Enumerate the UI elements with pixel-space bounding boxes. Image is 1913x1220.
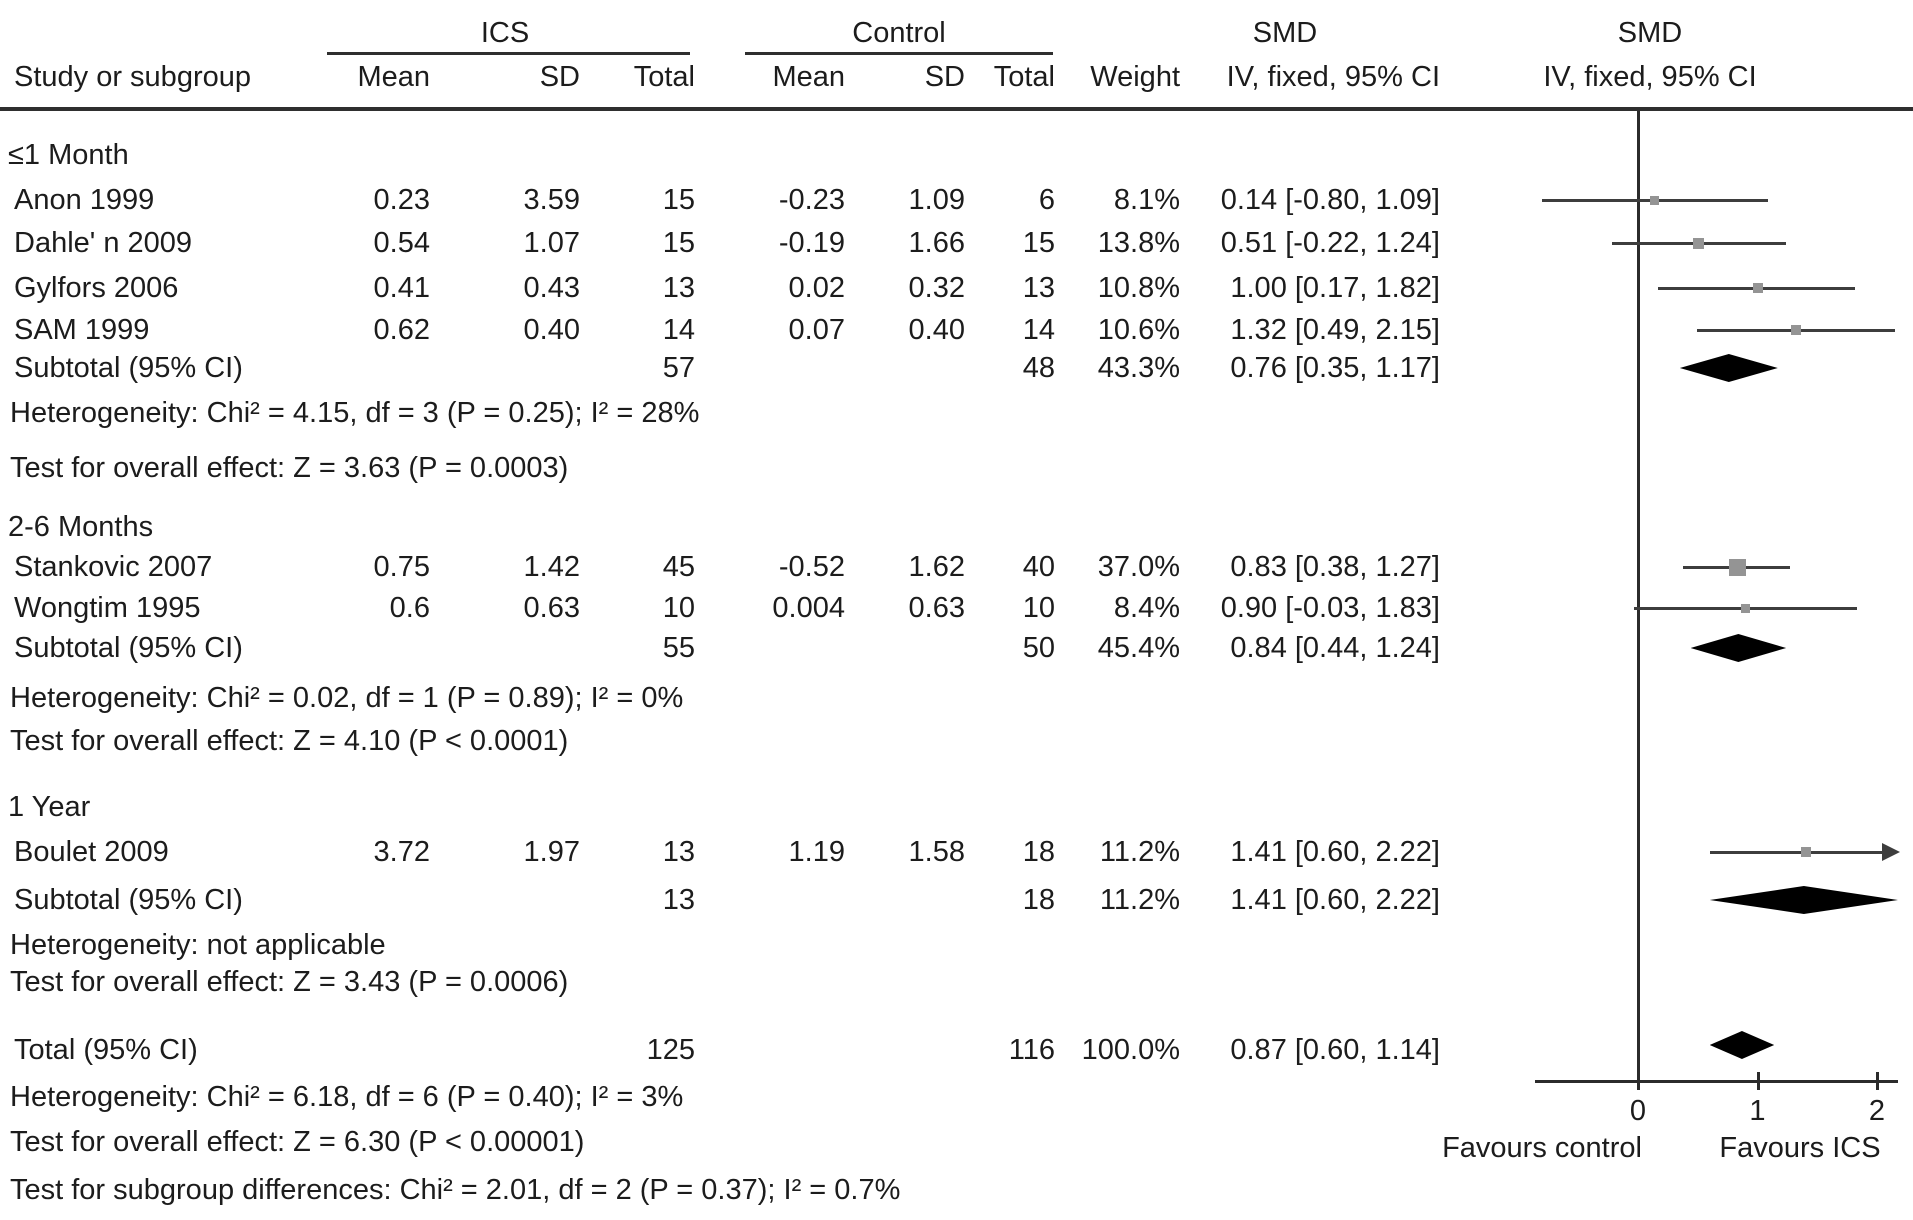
- ics-mean: 0.62: [373, 314, 430, 346]
- smd-ci-value: 0.90 [-0.03, 1.83]: [1220, 592, 1440, 624]
- subtotal-row: [0, 883, 1460, 917]
- ics-total: 13: [662, 272, 695, 304]
- table-row: [0, 835, 1460, 869]
- study-label: Stankovic 2007: [14, 551, 213, 583]
- control-sd: 1.62: [908, 551, 965, 583]
- weight-value: 10.8%: [1097, 272, 1180, 304]
- heterogeneity-text: Heterogeneity: not applicable: [10, 929, 386, 961]
- section-label: ≤1 Month: [8, 139, 129, 171]
- smd-ci-value: 1.41 [0.60, 2.22]: [1230, 836, 1440, 868]
- col-ics-mean: Mean: [357, 61, 430, 93]
- control-mean: -0.52: [778, 551, 845, 583]
- point-marker: [1729, 559, 1746, 576]
- total-label: Total (95% CI): [14, 1034, 198, 1066]
- control-mean: 0.02: [788, 272, 845, 304]
- ics-mean: 0.41: [373, 272, 430, 304]
- control-mean: 0.004: [772, 592, 845, 624]
- heterogeneity-text: Heterogeneity: Chi² = 4.15, df = 3 (P = 0.25); I² = 28%: [10, 397, 700, 429]
- group-header-control: Control: [852, 17, 946, 49]
- axis-tick: [1757, 1072, 1760, 1090]
- subtotal-row: [0, 351, 1460, 385]
- ics-underline: [327, 52, 690, 55]
- ics-total: 125: [646, 1034, 695, 1066]
- effect-header-smd-right: SMD: [1617, 17, 1683, 49]
- control-total: 15: [1022, 227, 1055, 259]
- control-sd: 1.09: [908, 184, 965, 216]
- ics-sd: 0.43: [523, 272, 580, 304]
- control-sd: 0.32: [908, 272, 965, 304]
- point-marker: [1753, 283, 1763, 293]
- col-weight: Weight: [1090, 61, 1180, 93]
- axis-tick-label: 1: [1749, 1095, 1766, 1127]
- control-total: 18: [1022, 884, 1055, 916]
- diamond-marker: [1710, 1031, 1775, 1059]
- col-study: Study or subgroup: [14, 61, 251, 93]
- ics-total: 14: [662, 314, 695, 346]
- smd-ci-value: 0.87 [0.60, 1.14]: [1230, 1034, 1440, 1066]
- smd-ci-value: 0.51 [-0.22, 1.24]: [1220, 227, 1440, 259]
- table-row: [0, 313, 1460, 347]
- control-total: 6: [1038, 184, 1055, 216]
- col-smd-ci-plot: IV, fixed, 95% CI: [1543, 61, 1757, 93]
- smd-ci-value: 1.00 [0.17, 1.82]: [1230, 272, 1440, 304]
- ics-sd: 1.97: [523, 836, 580, 868]
- control-sd: 1.58: [908, 836, 965, 868]
- total-row: [0, 1033, 1460, 1067]
- favours-right-label: Favours ICS: [1719, 1132, 1881, 1164]
- col-control-mean: Mean: [772, 61, 845, 93]
- smd-ci-value: 0.14 [-0.80, 1.09]: [1220, 184, 1440, 216]
- table-row: [0, 271, 1460, 305]
- control-total: 10: [1022, 592, 1055, 624]
- ics-total: 10: [662, 592, 695, 624]
- point-marker: [1791, 325, 1801, 335]
- weight-value: 37.0%: [1097, 551, 1180, 583]
- ics-mean: 0.54: [373, 227, 430, 259]
- zero-line: [1637, 111, 1640, 1082]
- ics-sd: 3.59: [523, 184, 580, 216]
- table-row: [0, 183, 1460, 217]
- col-ics-total: Total: [633, 61, 695, 93]
- weight-value: 43.3%: [1097, 352, 1180, 384]
- ics-sd: 0.63: [523, 592, 580, 624]
- weight-value: 11.2%: [1099, 884, 1180, 916]
- heterogeneity-text: Heterogeneity: Chi² = 0.02, df = 1 (P = 0.89); I² = 0%: [10, 682, 684, 714]
- effect-header-smd-left: SMD: [1252, 17, 1318, 49]
- study-label: Wongtim 1995: [14, 592, 201, 624]
- weight-value: 10.6%: [1097, 314, 1180, 346]
- control-total: 14: [1022, 314, 1055, 346]
- header-rule: [0, 107, 1913, 111]
- control-sd: 0.63: [908, 592, 965, 624]
- study-label: Dahle' n 2009: [14, 227, 193, 259]
- study-label: SAM 1999: [14, 314, 150, 346]
- axis-tick: [1876, 1072, 1879, 1090]
- control-underline: [745, 52, 1053, 55]
- diamond-marker: [1680, 354, 1778, 382]
- ics-sd: 1.42: [523, 551, 580, 583]
- ics-total: 13: [662, 836, 695, 868]
- ics-total: 45: [662, 551, 695, 583]
- heterogeneity-text: Heterogeneity: Chi² = 6.18, df = 6 (P = 0.40); I² = 3%: [10, 1081, 684, 1113]
- axis-tick-label: 0: [1629, 1095, 1647, 1127]
- axis-tick-label: 2: [1868, 1095, 1886, 1127]
- ics-mean: 0.75: [373, 551, 430, 583]
- overall-effect-text: Test for overall effect: Z = 3.63 (P = 0.0003): [10, 452, 569, 484]
- control-total: 40: [1022, 551, 1055, 583]
- subgroup-difference-text: Test for subgroup differences: Chi² = 2.01, df = 2 (P = 0.37); I² = 0.7%: [10, 1174, 901, 1206]
- ics-total: 15: [662, 227, 695, 259]
- smd-ci-value: 0.83 [0.38, 1.27]: [1230, 551, 1440, 583]
- weight-value: 100.0%: [1081, 1034, 1180, 1066]
- col-ics-sd: SD: [539, 61, 580, 93]
- weight-value: 11.2%: [1099, 836, 1180, 868]
- section-label: 2-6 Months: [8, 511, 154, 543]
- weight-value: 13.8%: [1097, 227, 1180, 259]
- table-row: [0, 550, 1460, 584]
- point-marker: [1693, 238, 1704, 249]
- point-marker: [1801, 847, 1811, 857]
- control-sd: 1.66: [908, 227, 965, 259]
- ics-sd: 0.40: [523, 314, 580, 346]
- ics-total: 15: [662, 184, 695, 216]
- ics-total: 57: [662, 352, 695, 384]
- ics-sd: 1.07: [523, 227, 580, 259]
- overall-effect-text: Test for overall effect: Z = 6.30 (P < 0.00001): [10, 1126, 585, 1158]
- col-control-sd: SD: [924, 61, 965, 93]
- study-label: Boulet 2009: [14, 836, 169, 868]
- diamond-marker: [1691, 634, 1787, 662]
- ics-mean: 0.6: [389, 592, 430, 624]
- weight-value: 8.4%: [1113, 592, 1180, 624]
- smd-ci-value: 1.41 [0.60, 2.22]: [1230, 884, 1440, 916]
- control-total: 116: [1008, 1034, 1055, 1066]
- ics-total: 55: [662, 632, 695, 664]
- control-mean: 0.07: [788, 314, 845, 346]
- subtotal-row: [0, 631, 1460, 665]
- ics-mean: 3.72: [373, 836, 430, 868]
- ics-mean: 0.23: [373, 184, 430, 216]
- study-label: Anon 1999: [14, 184, 155, 216]
- col-control-total: Total: [993, 61, 1055, 93]
- control-mean: 1.19: [788, 836, 845, 868]
- section-label: 1 Year: [8, 791, 91, 823]
- table-row: [0, 591, 1460, 625]
- column-header-row: [0, 60, 1460, 94]
- weight-value: 45.4%: [1097, 632, 1180, 664]
- control-mean: -0.23: [778, 184, 845, 216]
- table-row: [0, 226, 1460, 260]
- ics-total: 13: [662, 884, 695, 916]
- point-marker: [1650, 196, 1659, 205]
- control-total: 50: [1022, 632, 1055, 664]
- control-total: 13: [1022, 272, 1055, 304]
- control-total: 48: [1022, 352, 1055, 384]
- favours-left-label: Favours control: [1442, 1132, 1642, 1164]
- overall-effect-text: Test for overall effect: Z = 4.10 (P < 0.0001): [10, 725, 569, 757]
- control-mean: -0.19: [778, 227, 845, 259]
- diamond-marker: [1710, 886, 1898, 914]
- axis-tick: [1637, 1072, 1640, 1090]
- ci-arrow-right: [1882, 843, 1900, 861]
- control-sd: 0.40: [908, 314, 965, 346]
- weight-value: 8.1%: [1113, 184, 1180, 216]
- overall-effect-text: Test for overall effect: Z = 3.43 (P = 0.0006): [10, 966, 569, 998]
- ci-line: [1710, 851, 1884, 854]
- group-header-ics: ICS: [480, 17, 530, 49]
- control-total: 18: [1022, 836, 1055, 868]
- x-axis: [1535, 1080, 1898, 1083]
- subtotal-label: Subtotal (95% CI): [14, 632, 243, 664]
- smd-ci-value: 0.76 [0.35, 1.17]: [1230, 352, 1440, 384]
- smd-ci-value: 0.84 [0.44, 1.24]: [1230, 632, 1440, 664]
- point-marker: [1741, 604, 1750, 613]
- subtotal-label: Subtotal (95% CI): [14, 884, 243, 916]
- col-smd-ci: IV, fixed, 95% CI: [1226, 61, 1440, 93]
- study-label: Gylfors 2006: [14, 272, 179, 304]
- subtotal-label: Subtotal (95% CI): [14, 352, 243, 384]
- smd-ci-value: 1.32 [0.49, 2.15]: [1230, 314, 1440, 346]
